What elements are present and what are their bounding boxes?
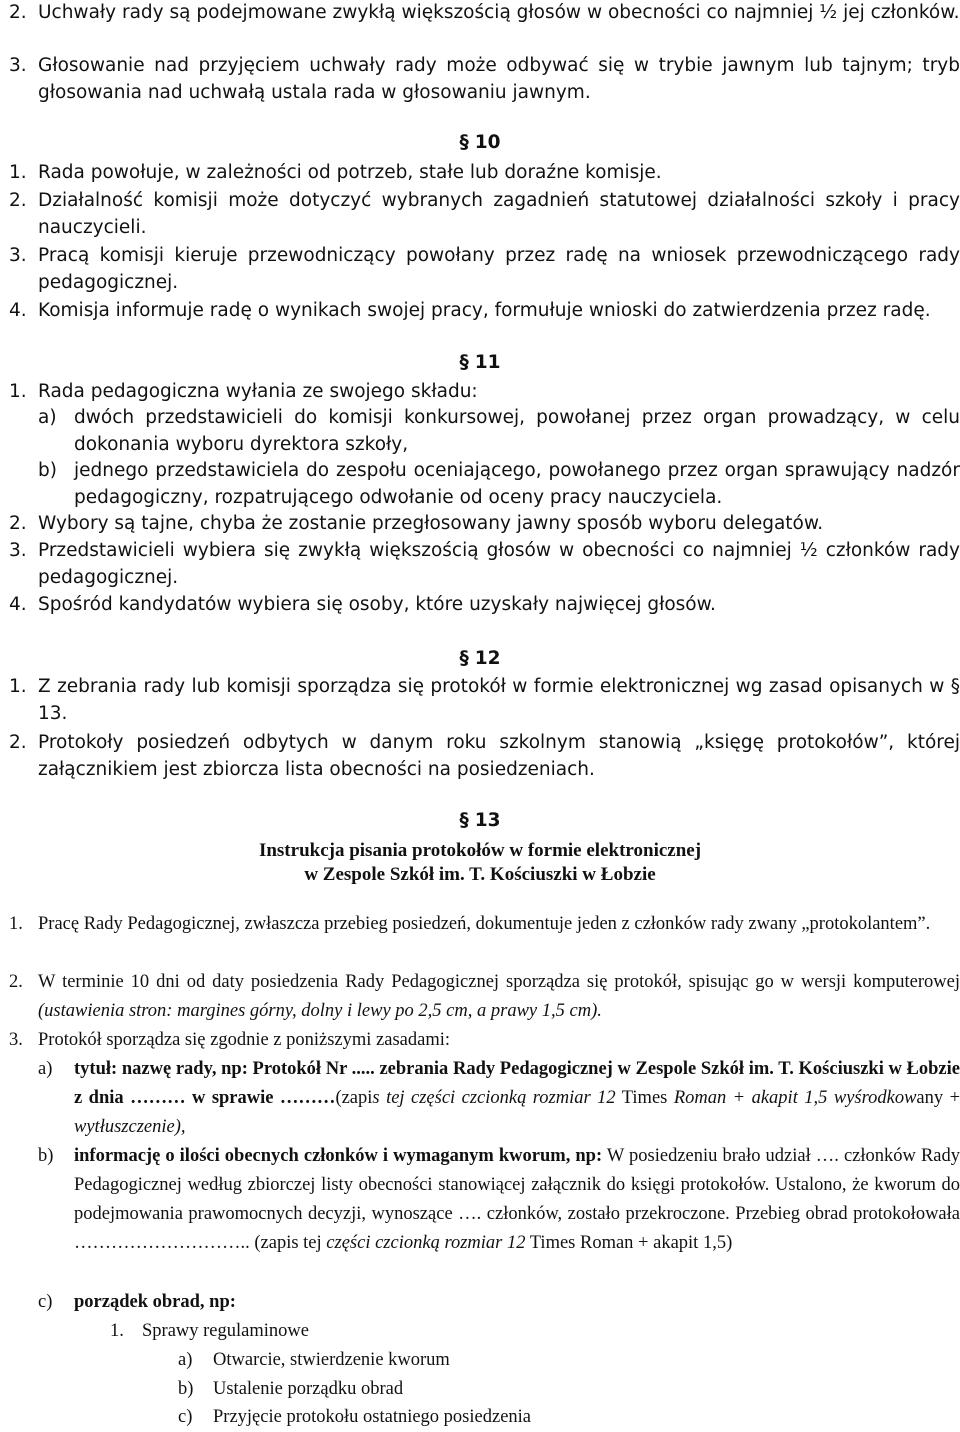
- item-number: 4.: [9, 594, 27, 615]
- item-text: Spośród kandydatów wybiera się osoby, które uzyskały najwięcej głosów.: [38, 594, 716, 615]
- instruction-subtitle: w Zespole Szkół im. T. Kościuszki w Łobzie: [304, 864, 656, 885]
- item-text: dwóch przedstawicieli do komisji konkursowej, powołanej przez organ prowadzący, w celu dokonania wyboru dyrektora szkoły,: [74, 407, 960, 455]
- item-text: Protokół sporządza się zgodnie z poniższymi zasadami:: [38, 1030, 451, 1050]
- sub-item: [0, 405, 960, 458]
- text-plain: Times: [615, 1088, 674, 1108]
- item-text: Głosowanie nad przyjęciem uchwały rady może odbywać się w trybie jawnym lub tajnym; tryb głosowania nad uchwałą ustala rada w głosowaniu jawnym.: [38, 55, 960, 103]
- agenda-subitem: Otwarcie, stwierdzenie kworum: [213, 1350, 450, 1370]
- paragraph-number: 13: [474, 810, 501, 831]
- item-number: 3.: [9, 1030, 23, 1050]
- list-item: [0, 910, 960, 939]
- agenda-subitem: Przyjęcie protokołu ostatniego posiedzenia: [213, 1407, 532, 1427]
- item-text: [74, 1142, 960, 1258]
- text-italic: wytłuszczenie),: [74, 1117, 186, 1137]
- list-item: [0, 968, 960, 1026]
- text-bold: tytuł: nazwę rady, np: Protokół Nr ..... zebrania Rady Pedagogicznej w Zespole Szkół im. T. Kościuszki w Łobzie z dnia ……… w sprawie ………: [74, 1059, 960, 1108]
- item-text: jednego przedstawiciela do zespołu oceniającego, powołanego przez organ sprawujący nadzór pedagogiczny, rozpatrującego odwołanie od oceny pracy nauczyciela.: [74, 460, 960, 508]
- item-text: Pracę Rady Pedagogicznej, zwłaszcza przebieg posiedzeń, dokumentuje jeden z członków rady zwany „protokolantem”.: [38, 914, 931, 934]
- item-letter: a): [38, 407, 57, 428]
- instruction-title: Instrukcja pisania protokołów w formie elektronicznej: [258, 840, 702, 861]
- item-number: 2.: [9, 732, 27, 753]
- text-plain: W terminie 10 dni od daty posiedzenia Rady Pedagogicznej sporządza się protokół, spisując go w wersji komputerowej: [38, 972, 960, 992]
- list-item: [0, 53, 960, 106]
- item-text: Rada powołuje, w zależności od potrzeb, stałe lub doraźne komisje.: [38, 162, 662, 183]
- text-italic: części czcionką rozmiar 12: [326, 1233, 526, 1253]
- text-plain: Times Roman + akapit 1,5): [525, 1233, 733, 1253]
- item-text: Działalność komisji może dotyczyć wybranych zagadnień statutowej działalności szkoły i pracy nauczycieli.: [38, 190, 960, 238]
- agenda-letter: a): [178, 1350, 193, 1370]
- list-item: [0, 188, 960, 241]
- list-item: [0, 243, 960, 296]
- sub-item: [0, 1142, 960, 1258]
- item-text: [74, 1288, 960, 1317]
- list-item: [0, 538, 960, 591]
- item-number: 3.: [9, 540, 27, 561]
- agenda-item: Sprawy regulaminowe: [142, 1321, 309, 1341]
- list-item: [0, 674, 960, 727]
- list-item: [0, 0, 960, 27]
- agenda-subitem: Ustalenie porządku obrad: [213, 1379, 404, 1399]
- text-before: Z zebrania rady lub komisji sporządza się protokół w formie elektronicznej wg zasad opisanych w: [38, 676, 951, 697]
- list-item: [0, 592, 960, 619]
- item-number: 4.: [9, 300, 27, 321]
- item-number: 1.: [9, 914, 23, 934]
- item-number: 1.: [9, 162, 27, 183]
- paragraph-number: 11: [474, 352, 501, 373]
- section-sign: §: [459, 648, 469, 669]
- item-number: 2.: [9, 513, 27, 534]
- agenda-letter: c): [178, 1407, 193, 1427]
- item-text: Przedstawicieli wybiera się zwykłą większością głosów w obecności co najmniej ½ członków rady pedagogicznej.: [38, 540, 960, 588]
- item-text: Uchwały rady są podejmowane zwykłą większością głosów w obecności co najmniej ½ jej członków.: [38, 2, 960, 23]
- item-text: [38, 968, 960, 1026]
- paragraph-heading: [0, 352, 960, 373]
- item-text: [38, 674, 960, 727]
- agenda-number: 1.: [110, 1321, 124, 1341]
- sub-item: [0, 458, 960, 511]
- item-text: [74, 1055, 960, 1142]
- section-sign: §: [459, 352, 469, 373]
- text-bold: informację o ilości obecnych członków i wymaganym kworum, np:: [74, 1146, 603, 1166]
- item-letter: b): [38, 1146, 54, 1166]
- list-item: [0, 511, 960, 538]
- item-text: Pracą komisji kieruje przewodniczący powołany przez radę na wniosek przewodniczącego rady pedagogicznej.: [38, 245, 960, 293]
- item-text: Protokoły posiedzeń odbytych w danym roku szkolnym stanowią „księgę protokołów”, której załącznikiem jest zbiorcza lista obecności na posiedzeniach.: [38, 732, 960, 780]
- text-plain: (zapi: [335, 1088, 373, 1108]
- list-item: [0, 1026, 960, 1055]
- list-item: [0, 160, 960, 187]
- text-plain: W posiedzeniu brało udział …. członków Rady Pedagogicznej według zbiorczej listy obecności stanowiącej załącznik do księgi protokołów. Ustalono, że kworum do podejmowania prawomocnych decyzji, wynoszące …. członków, zostało przekroczone. Przebieg obrad protokołowała ……………………….. (zapis tej: [74, 1146, 960, 1253]
- paragraph-heading: [0, 648, 960, 669]
- sub-item: [0, 1055, 960, 1142]
- text-italic: Roman + akapit 1,5 wyśrodkow: [673, 1088, 917, 1108]
- sub-item: [0, 1288, 960, 1317]
- item-letter: c): [38, 1292, 53, 1312]
- item-text: Komisja informuje radę o wynikach swojej pracy, formułuje wnioski do zatwierdzenia przez radę.: [38, 300, 931, 321]
- paragraph-number: 12: [474, 648, 501, 669]
- text-italic: s tej części czcionką rozmiar 12: [372, 1088, 616, 1108]
- text-plain: any +: [916, 1088, 960, 1108]
- list-item: [0, 730, 960, 783]
- item-number: 2.: [9, 972, 23, 992]
- item-number: 2.: [9, 2, 27, 23]
- item-text: Rada pedagogiczna wyłania ze swojego składu:: [38, 381, 478, 402]
- paragraph-heading: [0, 132, 960, 153]
- section-sign: §: [950, 676, 960, 697]
- item-number: 1.: [9, 381, 27, 402]
- section-sign: §: [459, 132, 469, 153]
- section-sign: §: [459, 810, 469, 831]
- paragraph-number: 10: [474, 132, 501, 153]
- paragraph-heading: [0, 810, 960, 831]
- text-italic: (ustawienia stron: margines górny, dolny i lewy po 2,5 cm, a prawy 1,5 cm).: [38, 1001, 602, 1021]
- item-number: 3.: [9, 55, 27, 76]
- item-letter: b): [38, 460, 57, 481]
- agenda-letter: b): [178, 1379, 194, 1399]
- text-bold: porządek obrad, np:: [74, 1292, 236, 1312]
- item-letter: a): [38, 1059, 53, 1079]
- item-number: 3.: [9, 245, 27, 266]
- list-item: [0, 379, 960, 406]
- list-item: [0, 298, 960, 325]
- item-text: Wybory są tajne, chyba że zostanie przegłosowany jawny sposób wyboru delegatów.: [38, 513, 824, 534]
- item-number: 1.: [9, 676, 27, 697]
- item-number: 2.: [9, 190, 27, 211]
- text-after: 13.: [38, 702, 68, 724]
